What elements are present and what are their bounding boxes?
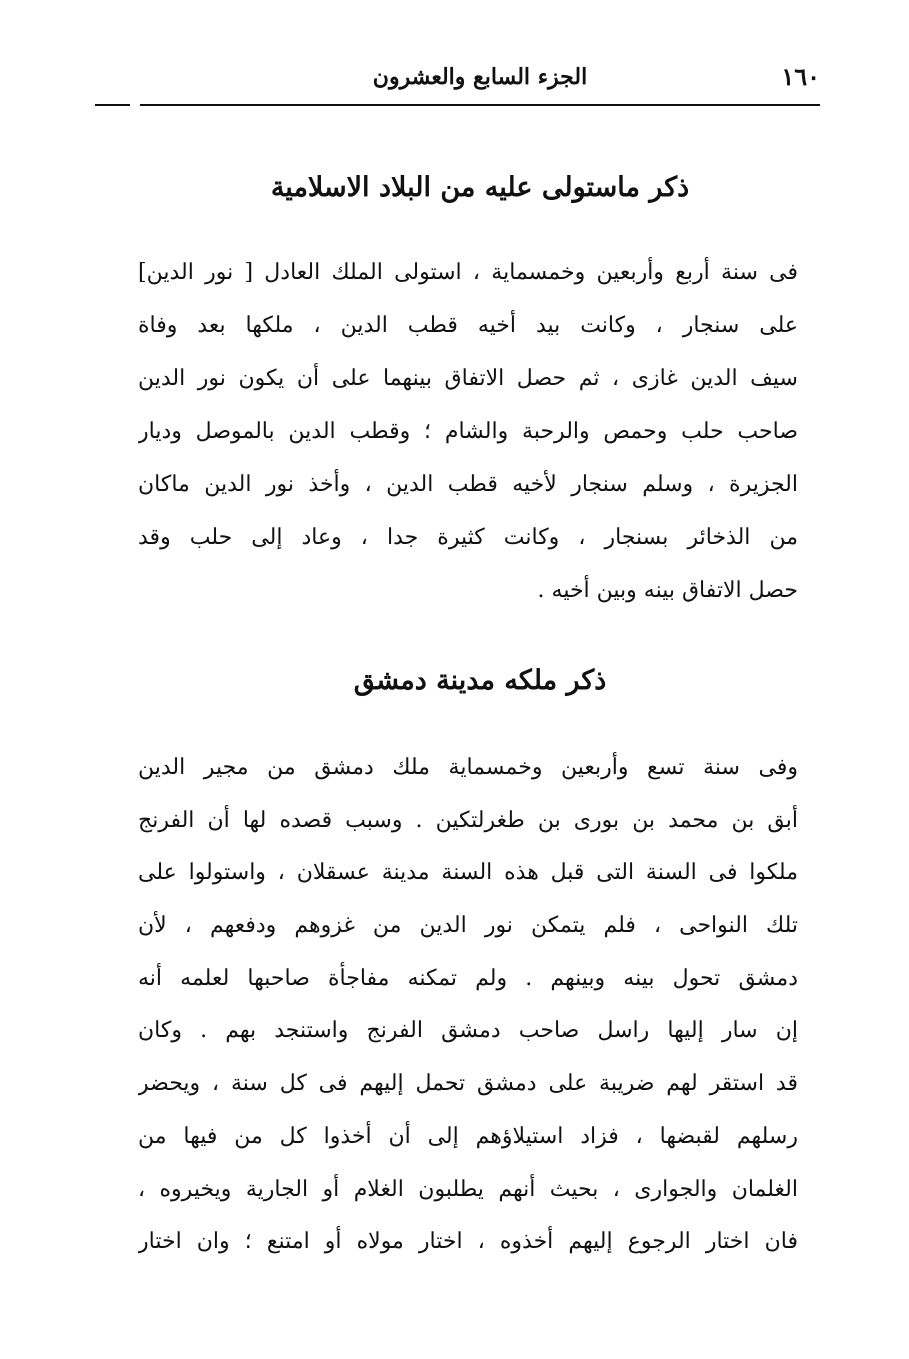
text-line: الجزيرة ، وسلم سنجار لأخيه قطب الدين ، وأخذ نور الدين ماكان (138, 472, 798, 497)
text-line: الغلمان والجوارى ، بحيث أنهم يطلبون الغلام أو الجارية ويخيروه ، (138, 1176, 798, 1202)
text-line: صاحب حلب وحمص والرحبة والشام ؛ وقطب الدين بالموصل وديار (138, 419, 798, 444)
text-line: على سنجار ، وكانت بيد أخيه قطب الدين ، ملكها بعد وفاة (138, 313, 798, 338)
text-line: فى سنة أربع وأربعين وخمسماية ، استولى الملك العادل [ نور الدين] (138, 260, 798, 285)
text-line: من الذخائر بسنجار ، وكانت كثيرة جدا ، وعاد إلى حلب وقد (138, 525, 798, 550)
text-line: دمشق تحول بينه وبينهم . ولم تمكنه مفاجأة صاحبها لعلمه أنه (138, 965, 798, 991)
text-line: تلك النواحى ، فلم يتمكن نور الدين من غزوهم ودفعهم ، لأن (138, 913, 798, 939)
text-line: أبق بن محمد بن بورى بن طغرلتكين . وسبب قصده لها أن الفرنج (138, 807, 798, 833)
text-line: وفى سنة تسع وأربعين وخمسماية ملك دمشق من مجير الدين (138, 755, 798, 780)
header-rule-tail (95, 104, 130, 106)
header-rule (140, 104, 820, 106)
text-line: إن سار إليها راسل صاحب دمشق الفرنج واستنجد بهم . وكان (138, 1018, 798, 1044)
section-title: ذكر ملكه مدينة دمشق (353, 665, 607, 696)
section-body (138, 246, 798, 617)
section-title: ذكر ماستولى عليه من البلاد الاسلامية (270, 172, 690, 203)
running-title: الجزء السابع والعشرون (372, 64, 588, 90)
text-line: سيف الدين غازى ، ثم حصل الاتفاق بينهما على أن يكون نور الدين (138, 366, 798, 391)
page-header (140, 62, 820, 98)
text-line: ملكوا فى السنة التى قبل هذه السنة مدينة عسقلان ، واستولوا على (138, 860, 798, 886)
page-number: ١٦٠ (781, 62, 820, 91)
text-line: فان اختار الرجوع إليهم أخذوه ، اختار مولاه أو امتنع ؛ وان اختار (138, 1229, 798, 1255)
text-line: حصل الاتفاق بينه وبين أخيه . (537, 578, 798, 603)
section-body (138, 742, 798, 1269)
text-line: قد استقر لهم ضريبة على دمشق تحمل إليهم فى كل سنة ، ويحضر (138, 1071, 798, 1097)
text-line: رسلهم لقبضها ، فزاد استيلاؤهم إلى أن أخذوا كل من فيها من (138, 1123, 798, 1149)
